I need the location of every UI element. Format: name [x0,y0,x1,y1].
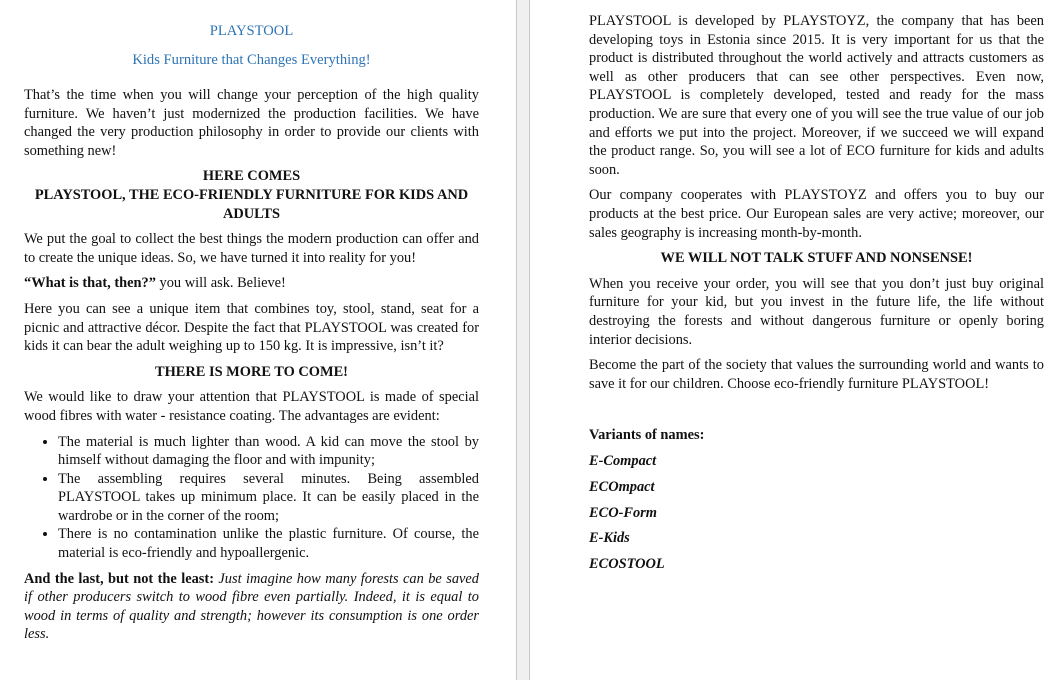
heading-playstool-eco-friendly: PLAYSTOOL, THE ECO-FRIENDLY FURNITURE FOR KIDS AND ADULTS [34,186,469,222]
list-item: • The material is much lighter than wood. A kid can move the stool by himself without damaging the floor and with impunity; [58,433,479,470]
heading-more-to-come: THERE IS MORE TO COME! [155,363,348,380]
list-item: • There is no contamination unlike the plastic furniture. Of course, the material is eco-friendly and hypoallergenic. [58,525,479,562]
cooperates-paragraph: Our company cooperates with PLAYSTOYZ and offers you to buy our products at the best price. Our European sales are very active; moreover, our sales geography is increasing month-by-month. [589,187,1044,241]
last-italic-text: Just imagine how many forests can be saved if other producers switch to wood fibre even partially. Indeed, it is equal to wood in terms of quality and strength; however its consumption is one order less. [24,570,479,643]
goal-paragraph: We put the goal to collect the best things the modern production can offer and to create the unique ideas. So, we have turned it into reality for you! [24,231,479,266]
heading-no-nonsense: WE WILL NOT TALK STUFF AND NONSENSE! [660,250,973,267]
variant-name: ECOSTOOL [589,556,665,573]
society-paragraph: Become the part of the society that values the surrounding world and wants to save it for our children. Choose eco-friendly furniture PLAYSTOOL! [589,357,1044,392]
question-paragraph [24,274,479,293]
right-page-content [589,12,1044,574]
developed-paragraph: PLAYSTOOL is developed by PLAYSTOYZ, the company that has been developing toys in Estonia since 2015. It is very important for us that the product is distributed throughout the world actively and attracts customers as well as other producers that can see other perspectives. Even now, PLAYSTOOL is completely developed, tested and ready for the mass production. We are sure that every one of you will see the true value of our job and efforts we put into the project. Moreover, if we succeed we will expand the product range. So, you will see a lot of ECO furniture for kids and adults soon. [589,13,1044,178]
order-paragraph: When you receive your order, you will see that you don’t just buy original furniture for your kid, but you invest in the future life, the life without destroying the forests and without dangerous furniture or openly boring interior decisions. [589,275,1044,348]
variant-name: ECO-Form [589,504,657,521]
advantages-list [24,433,479,563]
heading-here-comes: HERE COMES [202,168,301,185]
last-paragraph [24,570,479,644]
variant-name: E-Compact [589,453,657,470]
document-page-right [530,0,1060,680]
variants-title: Variants of names: [589,427,705,444]
list-item: • The assembling requires several minutes. Being assembled PLAYSTOOL takes up minimum place. It can be easily placed in the wardrobe or in the corner of the room; [58,470,479,526]
question-rest-text: you will ask. Believe! [155,275,286,292]
page-gutter [516,0,530,680]
document-page-left [0,0,516,680]
question-bold-text: “What is that, then?” [24,275,156,292]
unique-item-paragraph: Here you can see a unique item that combines toy, stool, stand, seat for a picnic and attractive décor. Despite the fact that PLAYSTOOL was created for kids it can bear the adult weighing up to 150 kg. It is impressive, isn’t it? [24,300,479,355]
left-page-content [24,20,479,644]
variant-name: E-Kids [589,530,630,547]
attention-paragraph: We would like to draw your attention that PLAYSTOOL is made of special wood fibres with water - resistance coating. The advantages are evident: [24,389,479,424]
variant-name: ECOmpact [589,478,655,495]
last-bold-text: And the last, but not the least: [24,570,214,587]
intro-paragraph: That’s the time when you will change your perception of the high quality furniture. We haven’t just modernized the production facilities. We have changed the very production philosophy in order to provide our clients with something new! [24,87,479,159]
document-subtitle: Kids Furniture that Changes Everything! [132,52,371,68]
document-title: PLAYSTOOL [209,23,294,39]
